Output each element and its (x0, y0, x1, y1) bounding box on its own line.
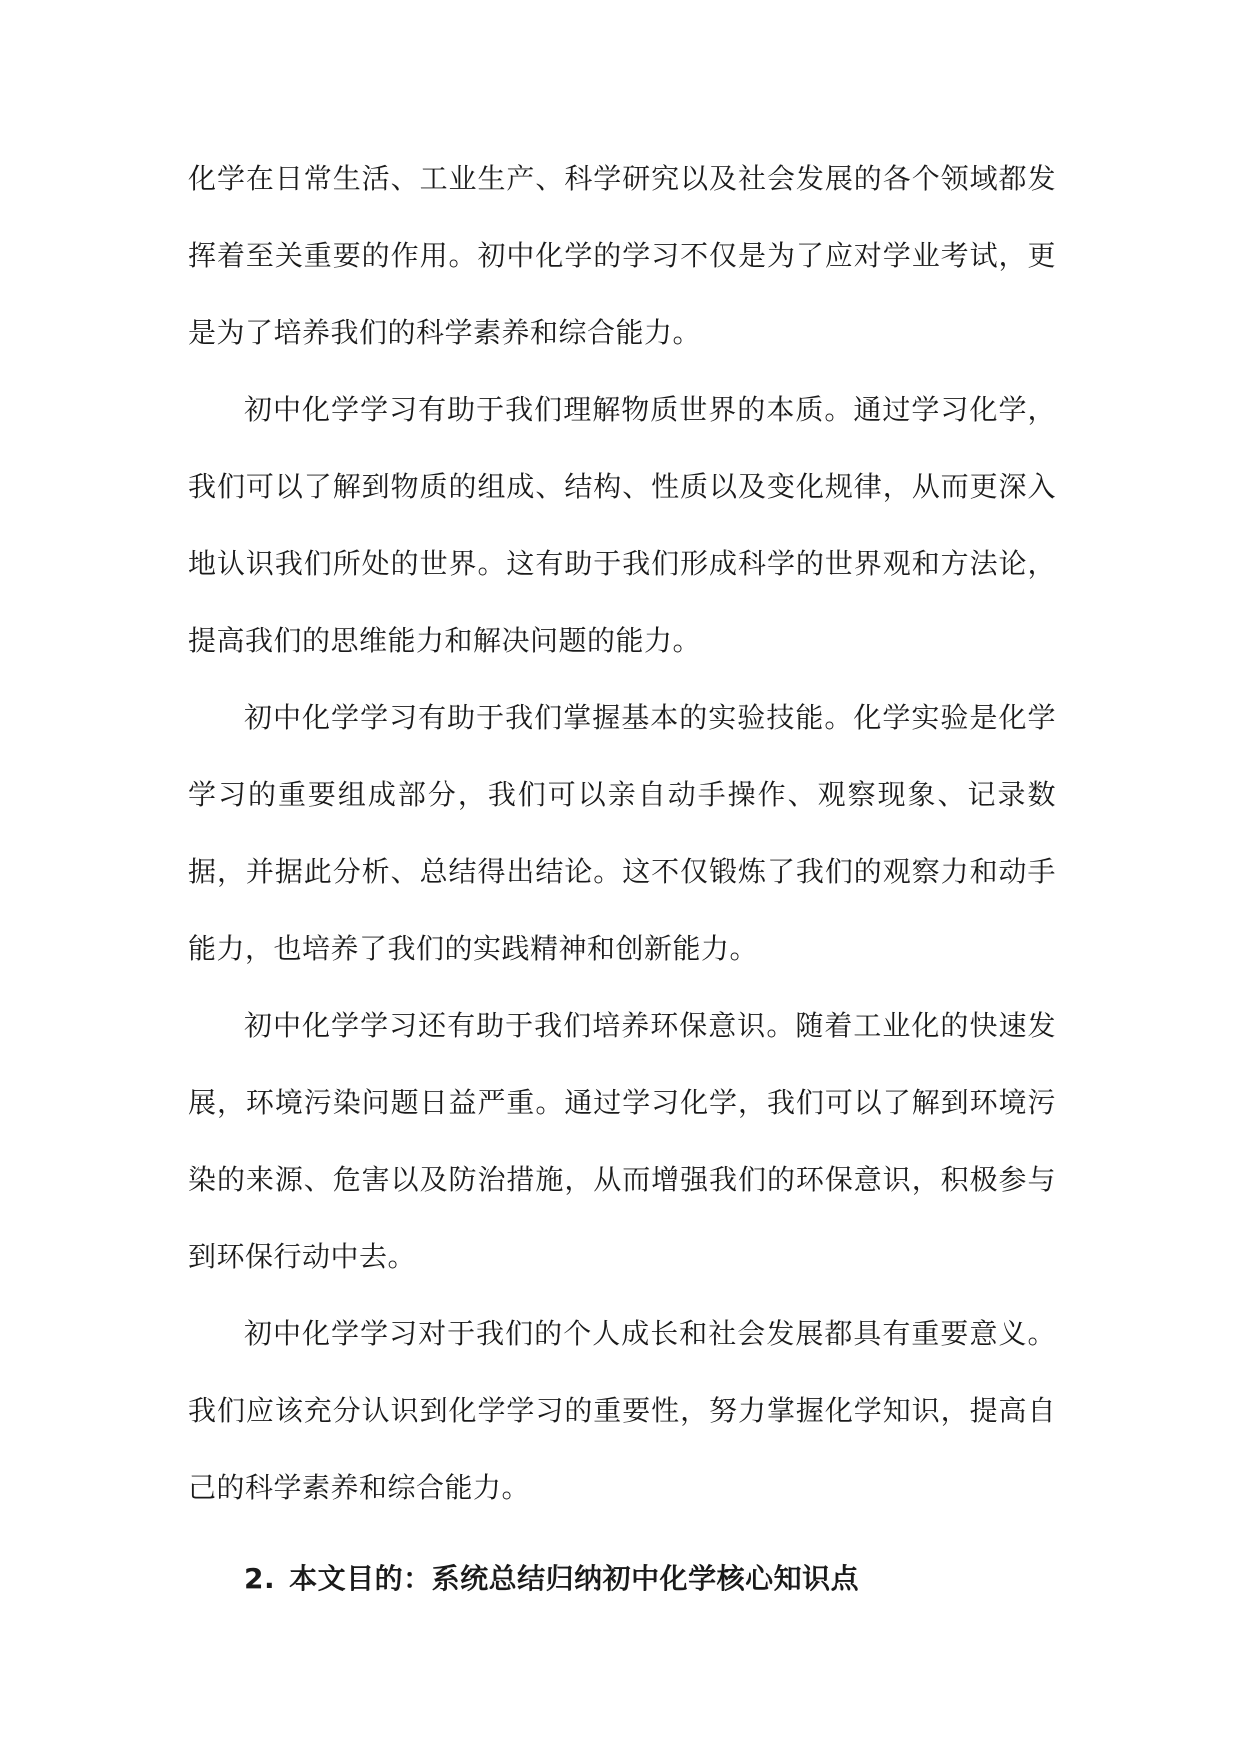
section-heading (188, 1540, 1056, 1617)
paragraph-understanding-matter: 初中化学学习有助于我们理解物质世界的本质。通过学习化学，我们可以了解到物质的组成、结构、性质以及变化规律，从而更深入地认识我们所处的世界。这有助于我们形成科学的世界观和方法论，提高我们的思维能力和解决问题的能力。 (188, 393, 1056, 657)
paragraph-significance: 初中化学学习对于我们的个人成长和社会发展都具有重要意义。我们应该充分认识到化学学习的重要性，努力掌握化学知识，提高自己的科学素养和综合能力。 (188, 1317, 1056, 1504)
paragraph-intro: 化学在日常生活、工业生产、科学研究以及社会发展的各个领域都发挥着至关重要的作用。初中化学的学习不仅是为了应对学业考试，更是为了培养我们的科学素养和综合能力。 (188, 162, 1056, 349)
paragraph-environmental-awareness: 初中化学学习还有助于我们培养环保意识。随着工业化的快速发展，环境污染问题日益严重。通过学习化学，我们可以了解到环境污染的来源、危害以及防治措施，从而增强我们的环保意识，积极参与到环保行动中去。 (188, 1009, 1056, 1273)
section-heading-text: 本文目的：系统总结归纳初中化学核心知识点 (289, 1562, 860, 1595)
paragraph-experiment-skills: 初中化学学习有助于我们掌握基本的实验技能。化学实验是化学学习的重要组成部分，我们可以亲自动手操作、观察现象、记录数据，并据此分析、总结得出结论。这不仅锻炼了我们的观察力和动手能力，也培养了我们的实践精神和创新能力。 (188, 701, 1056, 965)
section-heading-number: 2. (244, 1562, 276, 1595)
document-body (188, 140, 1056, 1617)
